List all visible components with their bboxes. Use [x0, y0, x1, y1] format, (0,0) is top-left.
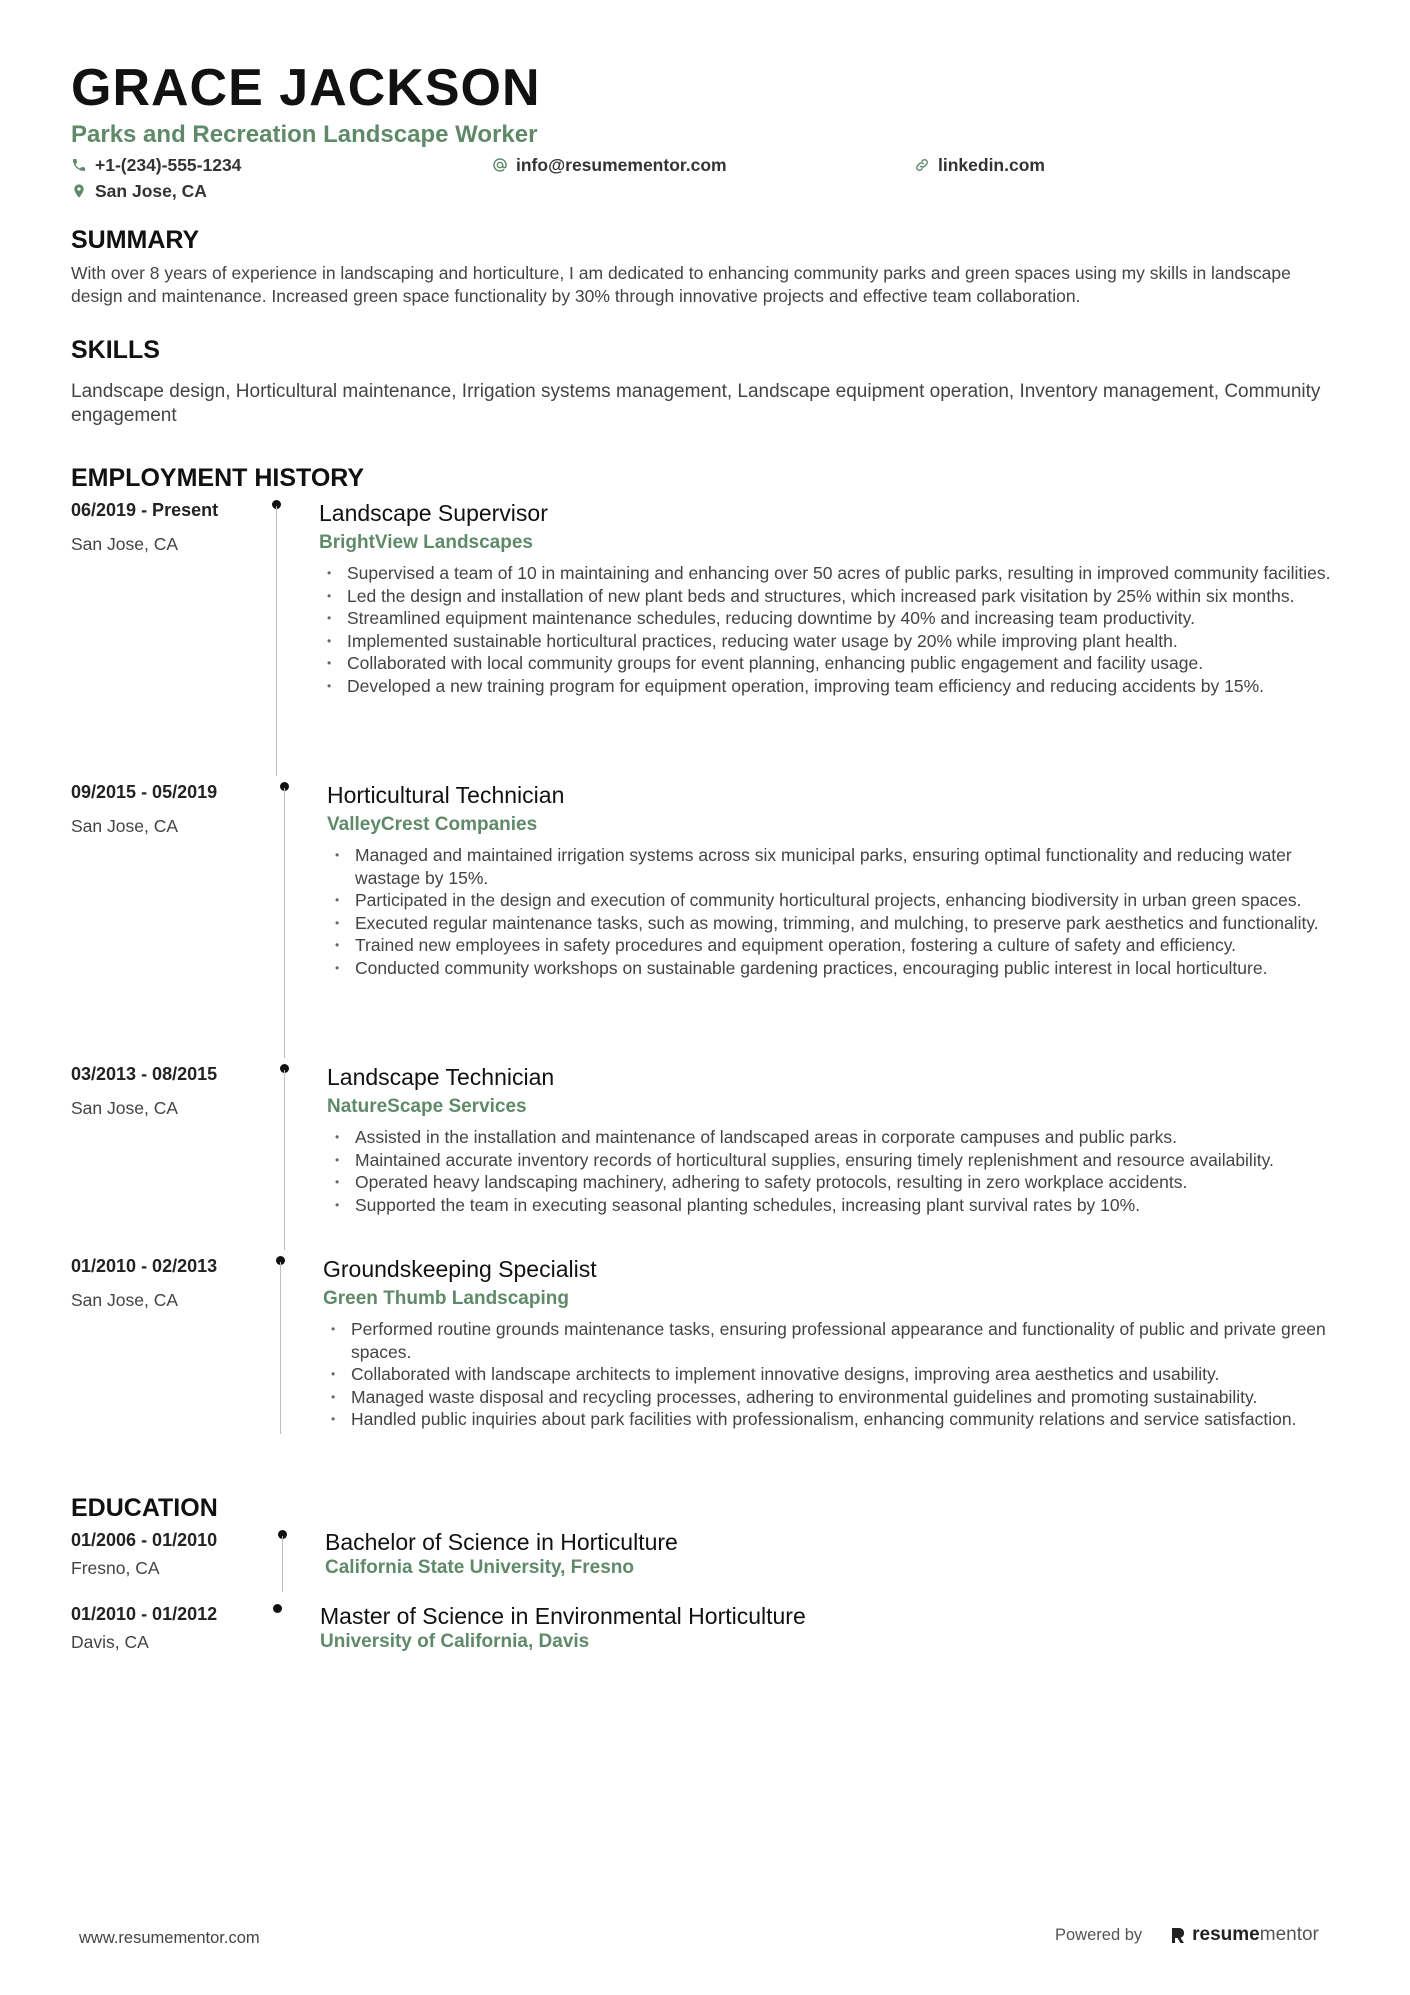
job-bullets — [319, 562, 1339, 697]
job-bullet: • Collaborated with landscape architects to implement innovative designs, improving area aesthetics and usability. — [323, 1363, 1339, 1386]
education-entry — [71, 1528, 1339, 1602]
powered-by-text: Powered by — [1055, 1925, 1143, 1944]
job-meta — [71, 498, 261, 556]
education-dates: 01/2006 - 01/2010 — [71, 1530, 218, 1550]
job-details — [319, 498, 1339, 697]
job-company: ValleyCrest Companies — [327, 814, 538, 835]
job-details — [323, 1254, 1339, 1431]
timeline-line — [280, 1262, 281, 1434]
job-entry — [71, 498, 1339, 780]
job-role: Groundskeeping Specialist — [323, 1256, 597, 1282]
job-bullet: • Assisted in the installation and maintenance of landscaped areas in corporate campuses and public parks. — [327, 1126, 1339, 1149]
job-company: NatureScape Services — [327, 1096, 527, 1117]
summary-text: With over 8 years of experience in landscaping and horticulture, I am dedicated to enhancing community parks and green spaces using my skills in landscape design and maintenance. Increased green space functionality by 30% through innovative projects and effective team collaboration. — [71, 263, 1291, 306]
job-bullet: • Trained new employees in safety procedures and equipment operation, fostering a culture of safety and efficiency. — [327, 934, 1339, 957]
job-role: Landscape Supervisor — [319, 500, 548, 526]
job-bullet: • Participated in the design and execution of community horticultural projects, enhancing biodiversity in urban green spaces. — [327, 889, 1339, 912]
job-bullet: • Managed waste disposal and recycling processes, adhering to environmental guidelines and promoting sustainability. — [323, 1386, 1339, 1409]
education-dates: 01/2010 - 01/2012 — [71, 1604, 218, 1624]
job-bullet: • Conducted community workshops on sustainable gardening practices, encouraging public interest in local horticulture. — [327, 957, 1339, 980]
education-details — [325, 1528, 1339, 1580]
job-bullets — [323, 1318, 1339, 1431]
contact-phone — [71, 152, 241, 178]
job-company: BrightView Landscapes — [319, 532, 533, 553]
job-meta — [71, 780, 261, 838]
job-bullet: • Supervised a team of 10 in maintaining and enhancing over 50 acres of public parks, resulting in improved community facilities. — [319, 562, 1339, 585]
contact-info — [71, 152, 1339, 204]
skills-text: Landscape design, Horticultural maintenance, Irrigation systems management, Landscape equipment operation, Inventory management, Community engagement — [71, 381, 1321, 426]
linkedin-text: linkedin.com — [938, 154, 1045, 175]
summary-heading: SUMMARY — [71, 226, 200, 254]
job-meta — [71, 1254, 261, 1312]
resume-page — [71, 58, 1339, 1662]
education-details — [320, 1602, 1339, 1654]
job-bullet: • Streamlined equipment maintenance schedules, reducing downtime by 40% and increasing team productivity. — [319, 607, 1339, 630]
job-dates: 01/2010 - 02/2013 — [71, 1256, 218, 1276]
job-location: San Jose, CA — [71, 1290, 178, 1310]
footer-website[interactable]: www.resumementor.com — [79, 1929, 260, 1947]
contact-location — [71, 178, 207, 204]
education-location: Fresno, CA — [71, 1558, 160, 1578]
education-heading: EDUCATION — [71, 1494, 218, 1522]
phone-icon — [71, 157, 87, 173]
skills-section — [71, 334, 1339, 428]
education-degree: Master of Science in Environmental Horticulture — [320, 1603, 806, 1629]
job-bullet: • Operated heavy landscaping machinery, adhering to safety protocols, resulting in zero workplace accidents. — [327, 1171, 1339, 1194]
contact-linkedin — [914, 152, 1045, 178]
job-details — [327, 1062, 1339, 1216]
job-location: San Jose, CA — [71, 534, 178, 554]
brand-light: mentor — [1259, 1924, 1319, 1945]
education-section — [71, 1492, 1339, 1662]
employment-section — [71, 462, 1339, 1492]
job-role: Landscape Technician — [327, 1064, 555, 1090]
job-dates: 03/2013 - 08/2015 — [71, 1064, 218, 1084]
brand-logo[interactable] — [1170, 1924, 1319, 1946]
phone-text: +1-(234)-555-1234 — [95, 154, 242, 175]
timeline-line — [282, 1536, 283, 1592]
job-bullet: • Collaborated with local community groups for event planning, enhancing public engagement and facility usage. — [319, 652, 1339, 675]
job-dates: 06/2019 - Present — [71, 500, 219, 520]
footer-branding — [1055, 1924, 1319, 1946]
job-bullet: • Developed a new training program for equipment operation, improving team efficiency and reducing accidents by 15%. — [319, 675, 1339, 698]
candidate-name: GRACE JACKSON — [71, 59, 541, 117]
skills-heading: SKILLS — [71, 336, 160, 364]
job-location: San Jose, CA — [71, 1098, 178, 1118]
job-bullets — [327, 1126, 1339, 1216]
contact-email — [492, 152, 727, 178]
job-entry — [71, 1062, 1339, 1254]
education-meta — [71, 1602, 261, 1654]
job-meta — [71, 1062, 261, 1120]
job-entry — [71, 780, 1339, 1062]
resumementor-logo-icon — [1170, 1926, 1186, 1944]
job-bullet: • Managed and maintained irrigation systems across six municipal parks, ensuring optimal functionality and reducing water wastage by 15%. — [327, 844, 1339, 889]
at-sign-icon — [492, 157, 508, 173]
education-location: Davis, CA — [71, 1632, 149, 1652]
job-bullet: • Handled public inquiries about park facilities with professionalism, enhancing community relations and service satisfaction. — [323, 1408, 1339, 1431]
timeline-line — [284, 1070, 285, 1250]
job-bullet: • Implemented sustainable horticultural practices, reducing water usage by 20% while improving plant health. — [319, 630, 1339, 653]
job-bullet: • Executed regular maintenance tasks, such as mowing, trimming, and mulching, to preserve park aesthetics and functionality. — [327, 912, 1339, 935]
job-bullet: • Performed routine grounds maintenance tasks, ensuring professional appearance and functionality of public and private green spaces. — [323, 1318, 1339, 1363]
education-school: California State University, Fresno — [325, 1557, 635, 1578]
job-location: San Jose, CA — [71, 816, 178, 836]
education-entry — [71, 1602, 1339, 1662]
job-entry — [71, 1254, 1339, 1492]
employment-heading: EMPLOYMENT HISTORY — [71, 464, 365, 492]
timeline-line — [284, 788, 285, 1058]
education-school: University of California, Davis — [320, 1631, 590, 1652]
link-icon — [914, 157, 930, 173]
job-company: Green Thumb Landscaping — [323, 1288, 569, 1309]
brand-bold: resume — [1192, 1924, 1260, 1945]
location-pin-icon — [71, 183, 87, 199]
job-bullet: • Led the design and installation of new plant beds and structures, which increased park visitation by 25% within six months. — [319, 585, 1339, 608]
job-bullet: • Maintained accurate inventory records of horticultural supplies, ensuring timely replenishment and resource availability. — [327, 1149, 1339, 1172]
job-bullet: • Supported the team in executing seasonal planting schedules, increasing plant survival rates by 10%. — [327, 1194, 1339, 1217]
job-title: Parks and Recreation Landscape Worker — [71, 121, 538, 148]
summary-section — [71, 224, 1339, 308]
email-text: info@resumementor.com — [516, 154, 727, 175]
job-role: Horticultural Technician — [327, 782, 565, 808]
job-bullets — [327, 844, 1339, 979]
timeline-dot — [273, 1604, 282, 1613]
timeline-line — [276, 506, 277, 776]
education-degree: Bachelor of Science in Horticulture — [325, 1529, 678, 1555]
education-meta — [71, 1528, 261, 1580]
location-text: San Jose, CA — [95, 180, 207, 201]
job-details — [327, 780, 1339, 979]
job-dates: 09/2015 - 05/2019 — [71, 782, 218, 802]
